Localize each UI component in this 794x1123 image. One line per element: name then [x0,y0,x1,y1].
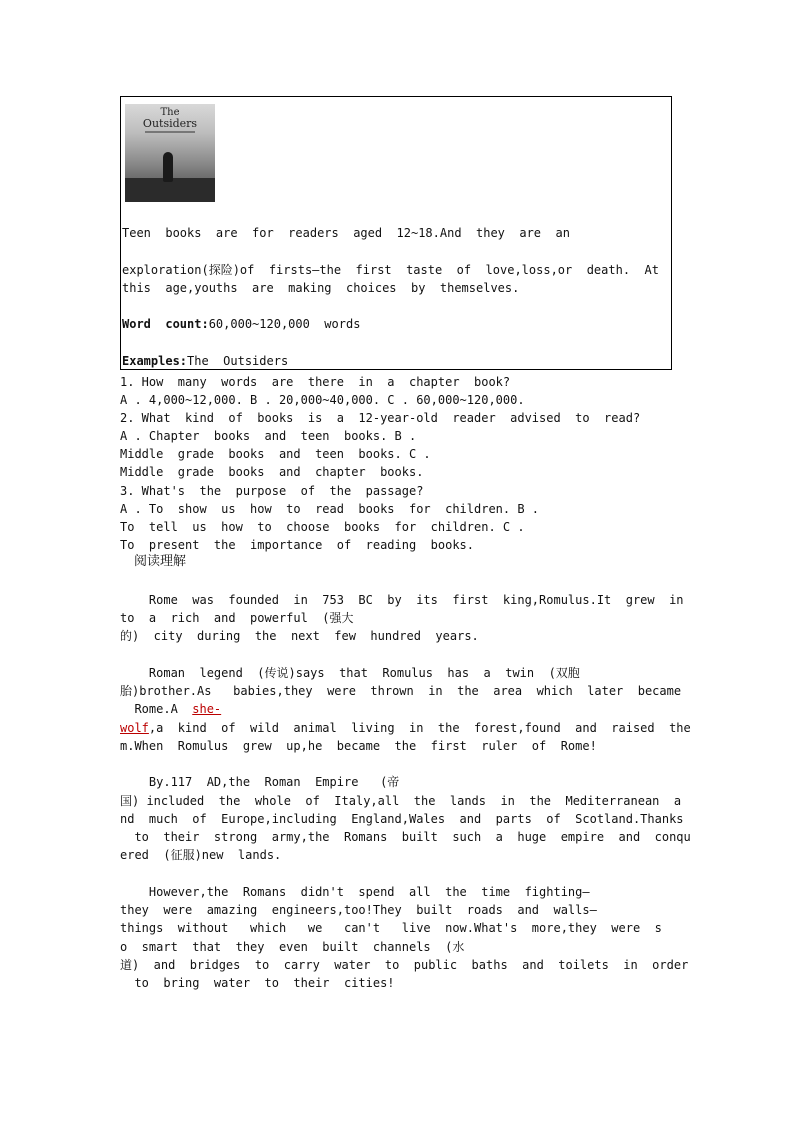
passage-line: nd much of Europe,including England,Wales and parts of Scotland.Thanks [120,812,684,826]
question-line: To tell us how to choose books for children. C . [120,520,525,534]
cover-title-line2: Outsiders [142,117,198,130]
passage-line: to their strong army,the Romans built such a huge empire and conqu [120,830,691,844]
passage-line: to a rich and powerful (强大 [120,611,354,625]
box-line-3: this age,youths are making choices by themselves. [122,281,520,295]
passage-line: things without which we can't live now.What's more,they were s [120,921,662,935]
examples-line [122,354,288,368]
passage-line: o smart that they even built channels (水 [120,940,465,954]
passage-line: However,the Romans didn't spend all the time fighting— [120,885,590,899]
cover-figure [163,152,173,182]
section-heading: 阅读理解 [134,554,187,569]
passage-line: Roman legend (传说)says that Romulus has a twin (双胞 [120,666,580,680]
passage-line [120,721,691,735]
highlighted-word: she- [192,702,222,716]
passage-line: they were amazing engineers,too!They built roads and walls— [120,903,597,917]
question-line: 3. What's the purpose of the passage? [120,484,424,498]
question-line: A . Chapter books and teen books. B . [120,429,417,443]
question-line: A . 4,000~12,000. B . 20,000~40,000. C . 60,000~120,000. [120,393,525,407]
question-line: A . To show us how to read books for children. B . [120,502,540,516]
passage-line: to bring water to their cities! [120,976,395,990]
passage-line: m.When Romulus grew up,he became the first ruler of Rome! [120,739,597,753]
word-count-value: 60,000~120,000 words [208,317,361,331]
examples-label: Examples: [122,354,188,368]
book-cover-image [125,104,215,202]
passage-line: 道) and bridges to carry water to public baths and toilets in order [120,958,689,972]
cover-title-line1: The [160,107,180,118]
question-line: 2. What kind of books is a 12-year-old reader advised to read? [120,411,641,425]
passage-line: ered (征服)new lands. [120,848,282,862]
box-line-2: exploration(探险)of firsts—the first taste of love,loss,or death. At [122,263,659,277]
book-info-box [120,96,672,370]
passage-line: 的) city during the next few hundred years. [120,629,479,643]
passage-fragment: ,a kind of wild animal living in the forest,found and raised the [148,721,691,735]
highlighted-word: wolf [120,721,149,735]
word-count-line [122,317,360,331]
question-line: Middle grade books and chapter books. [120,465,424,479]
passage-line: 胎)brother.As babies,they were thrown in the area which later became [120,684,682,698]
passage-line: By.117 AD,the Roman Empire (帝 [120,775,400,789]
passage-line [120,702,221,716]
question-line: 1. How many words are there in a chapter book? [120,375,511,389]
passage-fragment: Rome.A [120,702,193,716]
word-count-label: Word count: [122,317,209,331]
passage-line: Rome was founded in 753 BC by its first king,Romulus.It grew in [120,593,684,607]
passage-line: 国) included the whole of Italy,all the lands in the Mediterranean a [120,794,682,808]
examples-value: The Outsiders [187,354,289,368]
box-line-1: Teen books are for readers aged 12~18.And they are an [122,226,570,240]
question-line: Middle grade books and teen books. C . [120,447,431,461]
cover-subtitle-bar [145,131,195,133]
question-line: To present the importance of reading books. [120,538,475,552]
